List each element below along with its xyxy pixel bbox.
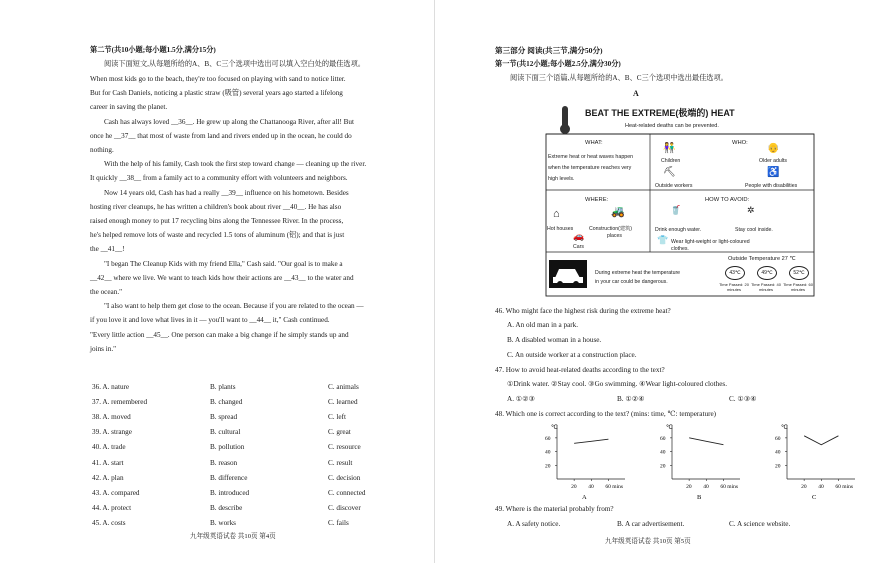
who-outside-workers: Outside workers [655,183,693,189]
series-line [574,439,608,443]
chart-label: B [697,494,702,501]
children-icon: 👫 [663,143,676,154]
option-44-a: 44. A. protect [92,503,132,512]
x-tick-label: 40 [818,484,824,490]
fan-icon: ✲ [747,205,755,215]
question-47: 47. How to avoid heat-related deaths according to the text? [495,366,665,374]
option-39-c: C. great [328,428,351,437]
passage-line: joins in." [90,344,117,353]
option-36-b: B. plants [210,383,236,391]
where-cars: Cars [573,244,584,250]
option-37-a: 37. A. remembered [92,398,148,407]
temperature-badge: 43℃ [725,266,745,280]
option-42-c: C. decision [328,473,361,482]
thermometer-icon [560,106,570,134]
where-places: places [607,233,622,239]
passage-line: Now 14 years old, Cash has had a really __39__ influence on his hometown. Besides [104,188,349,197]
passage-line: "Every little action __45__. One person can make a big change if he simply stands up and [90,330,349,339]
option-39-a: 39. A. strange [92,428,132,437]
option-41-a: 41. A. start [92,458,124,467]
passage-line: __42__ where we live. We want to teach kids how their actions are __43__ to the water and [90,273,354,282]
option-42-b: B. difference [210,473,248,482]
option-38-c: C. left [328,413,346,422]
series-line [689,438,723,445]
car-icon [549,260,589,290]
temperature-badge: 49℃ [757,266,777,280]
option-44-c: C. discover [328,503,361,512]
option-38-a: 38. A. moved [92,413,131,422]
question-48: 48. Which one is correct according to the text? (mins: time, ℃: temperature) [495,410,717,418]
house-icon: ⌂ [553,208,560,220]
option-40-b: B. pollution [210,443,245,452]
y-tick-label: 40 [660,449,666,456]
passage-line: When most kids go to the beach, they're too focused on playing with sand to notice litter. [90,75,346,83]
car-warning: During extreme heat the temperature in your car could be dangerous. [595,270,681,285]
passage-line: nothing. [90,146,114,154]
option-38-b: B. spread [210,413,238,422]
y-tick-label: 60 [660,435,666,442]
how-label: HOW TO AVOID: [705,197,750,203]
who-disabilities: People with disabilities [745,183,798,189]
passage-line: the __41__! [90,245,125,254]
time-passed-label: Time Passed: 40 minutes [751,282,781,292]
q47-option-a: A. ①②③ [507,395,536,403]
who-label: WHO: [732,140,748,146]
y-tick-label: 20 [660,463,666,470]
passage-line: But for Cash Daniels, noticing a plastic straw (吸管) several years ago started a lifelong [90,89,343,98]
time-passed-label: Time Passed: 20 minutes [719,282,749,292]
passage-line: Cash has always loved __36__. He grew up along the Chattanooga River, after all! But [104,117,355,126]
page-footer: 九年级英语试卷 共10页 第4页 [190,533,276,540]
passage-line: hosting river cleanups, he has written a children's book about river __40__. He has also [90,202,342,211]
q48-charts [535,424,865,504]
part-title: 第三部分 阅读(共三节,满分50分) [495,46,603,55]
option-43-b: B. introduced [210,488,250,497]
series-line [804,436,838,445]
how-wear-light: Wear light-weight or light-coloured [671,239,750,245]
shirt-icon: 👕 [657,235,669,245]
who-older-adults: Older adults [759,158,787,164]
how-clothes: clothes. [671,246,689,252]
q47-option-c: C. ①③④ [729,395,757,403]
q46-option-a: A. An old man in a park. [507,321,579,329]
option-36-c: C. animals [328,383,359,391]
y-tick-label: 40 [775,449,781,456]
right-page [435,0,870,563]
wheelchair-icon: ♿ [767,167,780,178]
x-tick-label: 40 [703,484,709,490]
x-tick-label: 60 mins [605,484,624,490]
who-children: Children [661,158,681,164]
passage-line: It quickly __38__ from a family act to a community effort with volunteers and neighbors. [90,174,348,183]
y-tick-label: 20 [775,463,781,470]
page-footer: 九年级英语试卷 共10页 第5页 [605,538,691,545]
water-cup-icon: 🥤 [670,205,682,215]
heat-poster [545,102,815,298]
option-37-b: B. changed [210,398,243,407]
option-43-a: 43. A. compared [92,488,140,497]
car-small-icon: 🚗 [573,231,585,241]
y-tick-label: 20 [545,463,551,470]
y-tick-label: 60 [775,435,781,442]
option-40-a: 40. A. trade [92,443,126,452]
y-unit-label: ℃ [666,425,673,431]
option-44-b: B. describe [210,503,243,512]
where-hot-houses: Hot houses [547,226,574,232]
passage-line: "I also want to help them get close to the ocean. Because if you are related to the ocean — [104,302,364,311]
passage-line: if you love it and love what lives in it — you'll want to __44__ it," Cash continued. [90,316,330,325]
option-45-a: 45. A. costs [92,518,126,527]
where-label: WHERE: [585,197,609,203]
q49-option-a: A. A safety notice. [507,520,561,528]
x-tick-label: 20 [571,484,577,490]
what-text: Extreme heat or heat waves happen when the temperature reaches very high levels. [548,154,634,182]
older-adults-icon: 👴 [767,143,780,154]
how-stay-cool: Stay cool inside. [735,227,773,233]
option-43-c: C. connected [328,488,366,497]
temperature-badge: 52℃ [789,266,809,280]
option-36-a: 36. A. nature [92,383,130,391]
x-tick-label: 60 mins [835,484,854,490]
what-label: WHAT: [585,140,603,146]
chart-label: C [812,494,817,501]
y-unit-label: ℃ [551,425,558,431]
y-unit-label: ℃ [781,425,788,431]
option-39-b: B. cultural [210,428,241,437]
option-41-c: C. result [328,458,353,467]
option-37-c: C. learned [328,398,358,407]
q47-items: ①Drink water. ②Stay cool. ③Go swimming. ④Wear light-coloured clothes. [507,380,728,388]
q46-option-c: C. An outside worker at a construction place. [507,351,637,359]
passage-line: raised enough money to put 17 recycling bins along the Tennessee River. In the process, [90,217,344,225]
passage-line: "I began The Cleanup Kids with my friend Ella," Cash said. "Our goal is to make a [104,259,343,268]
question-46: 46. Who might face the highest risk during the extreme heat? [495,307,671,315]
passage-line: once he __37__ that most of waste from land and rivers ended up in the ocean, he could do [90,131,352,140]
y-tick-label: 40 [545,449,551,456]
passage-line: With the help of his family, Cash took the first step toward change — cleaning up the river. [104,160,367,169]
x-tick-label: 20 [686,484,692,490]
instruction: 阅读下面短文,从每题所给的A、B、C三个选项中选出可以填入空白处的最佳选项。 [104,60,365,68]
q46-option-b: B. A disabled woman in a house. [507,336,602,344]
poster-subtitle: Heat-related deaths can be prevented. [625,123,719,129]
passage-line: he's helped remove lots of waste and recycled 1.5 tons of aluminum (铝); and that is just [90,231,345,240]
x-tick-label: 20 [801,484,807,490]
construction-icon: 🚜 [611,206,625,218]
option-45-b: B. works [210,518,236,527]
passage-label: A [633,89,639,98]
q47-option-b: B. ①②④ [617,395,645,403]
passage-line: career in saving the planet. [90,103,168,112]
question-49: 49. Where is the material probably from? [495,505,614,513]
poster-title: BEAT THE EXTREME(极端的) HEAT [585,108,735,118]
worker-icon: ⛏ [663,167,676,178]
where-construction: Construction(建筑) [589,226,632,232]
option-41-b: B. reason [210,458,238,467]
section-title: 第一节(共12小题;每小题2.5分,满分30分) [495,60,621,68]
outside-temperature: Outside Temperature 27 ℃ [728,256,796,262]
passage-line: the ocean." [90,288,123,296]
section-title: 第二节(共10小题;每小题1.5分,满分15分) [90,46,216,54]
option-45-c: C. fails [328,518,349,527]
how-drink-water: Drink enough water. [655,227,702,233]
option-40-c: C. resource [328,443,361,452]
x-tick-label: 60 mins [720,484,739,490]
option-42-a: 42. A. plan [92,473,124,482]
x-tick-label: 40 [588,484,594,490]
instruction: 阅读下面三个语篇,从每题所给的A、B、C三个选项中选出最佳选项。 [510,74,728,82]
q49-option-c: C. A science website. [729,520,791,528]
chart-label: A [582,494,587,501]
y-tick-label: 60 [545,435,551,442]
time-passed-label: Time Passed: 60 minutes [783,282,813,292]
q49-option-b: B. A car advertisement. [617,520,685,528]
